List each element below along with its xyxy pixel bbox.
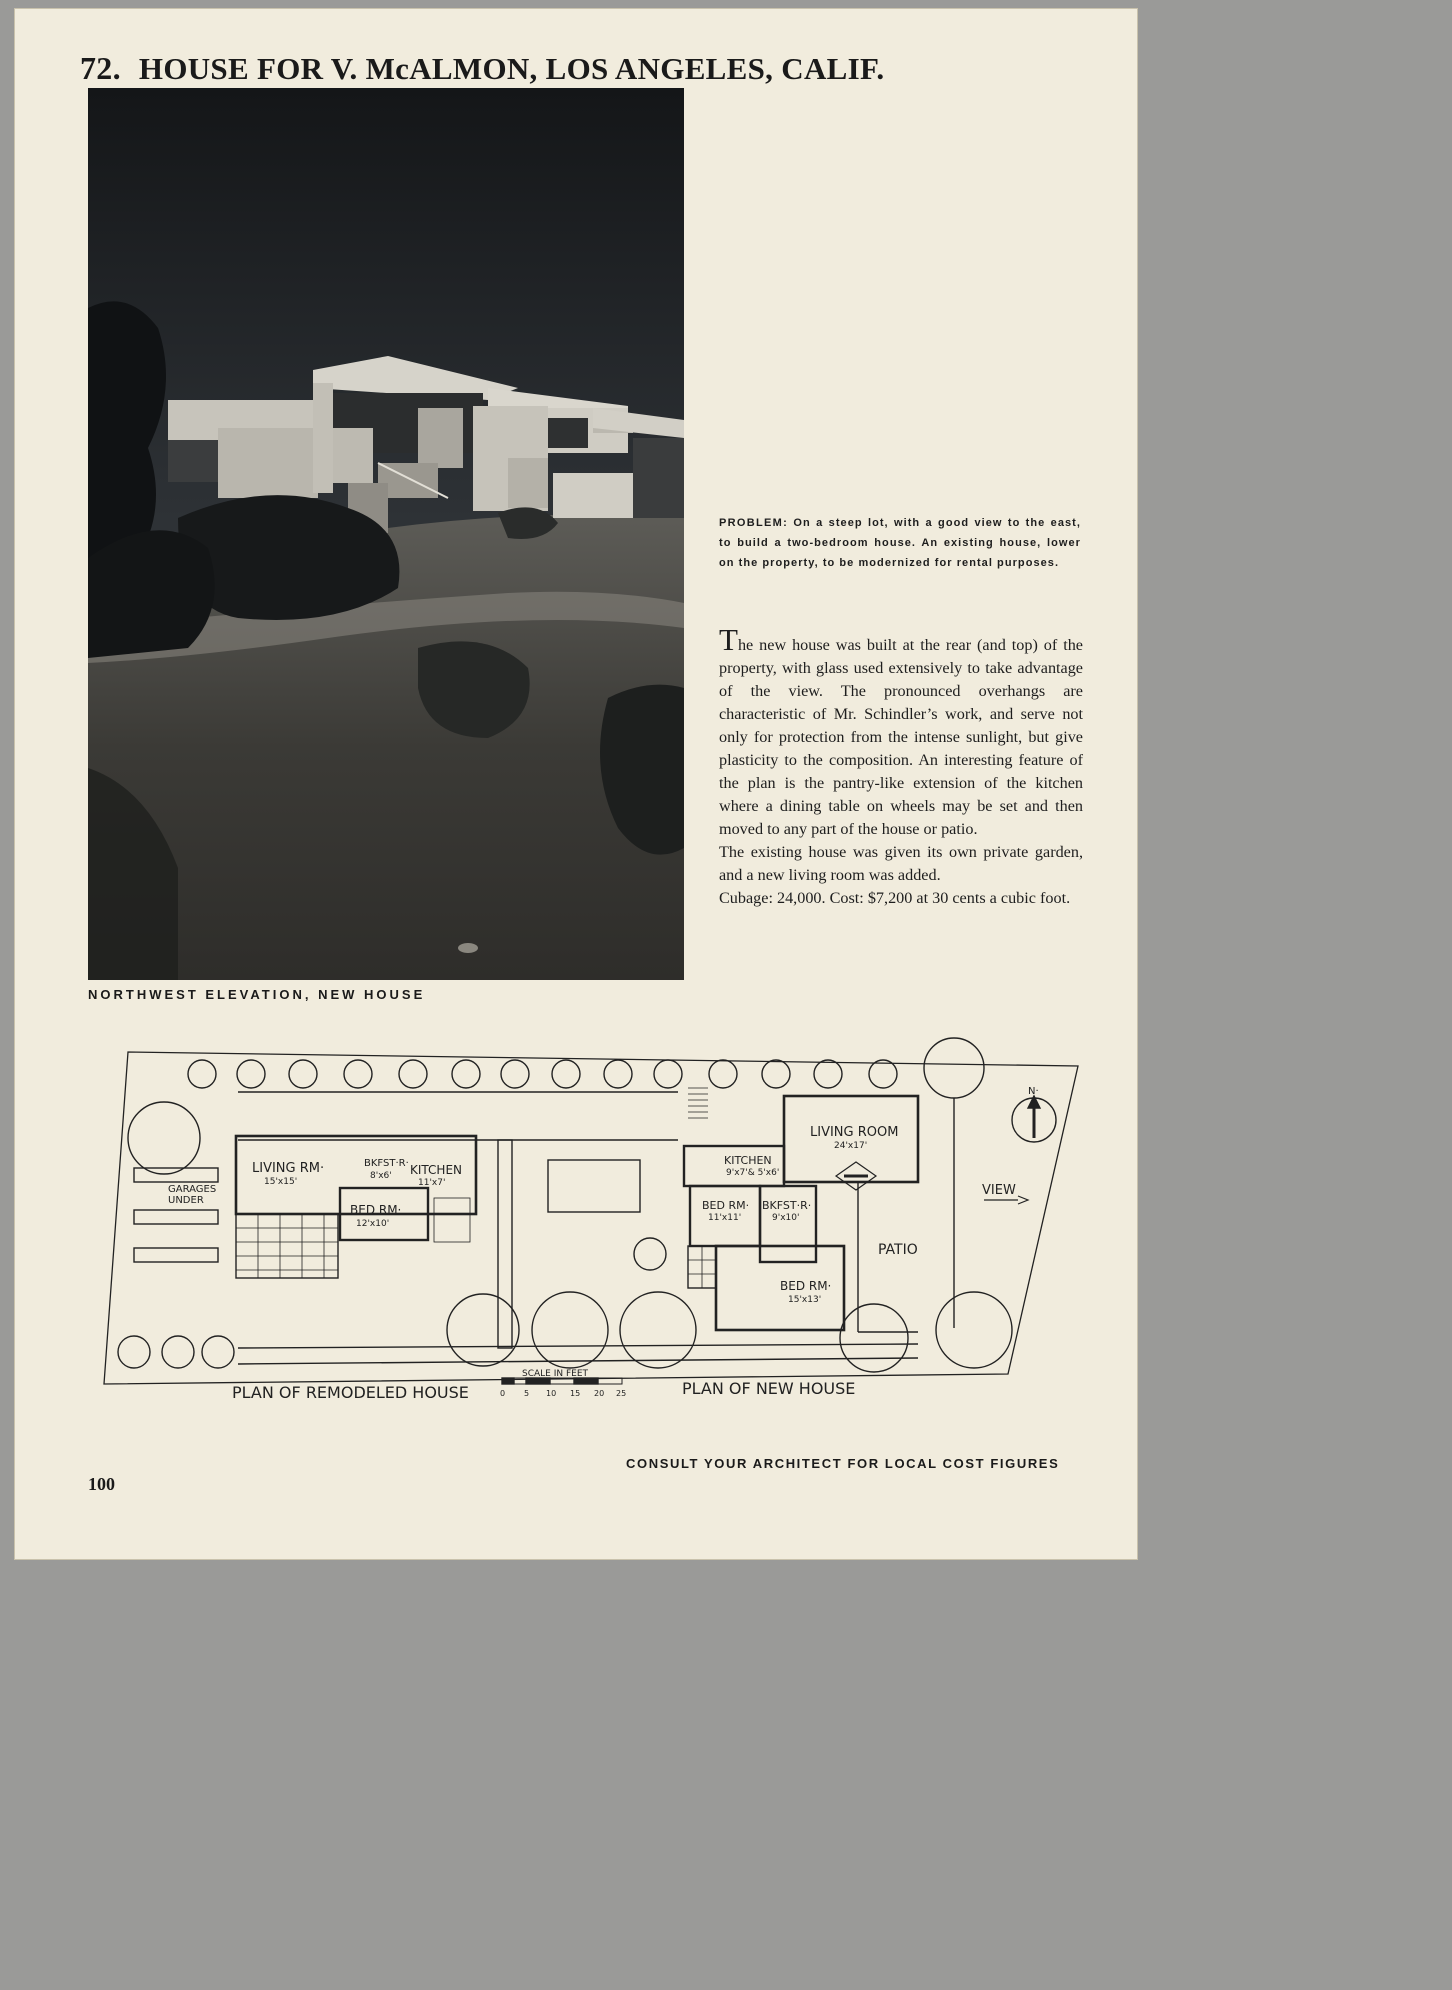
scale-label: SCALE IN FEET [522,1369,589,1379]
remodeled-living-label: LIVING RM· [252,1161,325,1176]
new-living-room-size: 24'x17' [834,1141,868,1151]
new-kitchen-label: KITCHEN [724,1154,772,1167]
remodeled-kitchen-label: KITCHEN [410,1163,462,1177]
garages-label-line2: UNDER [168,1195,204,1206]
remodeled-bkfst-label: BKFST·R· [364,1158,409,1169]
elevation-photograph [88,88,684,980]
scale-tick: 15 [570,1389,581,1398]
new-bed1-size: 11'x11' [708,1213,742,1223]
scale-tick: 20 [594,1389,605,1398]
body-paragraph-2: The existing house was given its own private garden, and a new living room was added. [719,843,1083,884]
body-paragraph-1-text: he new house was built at the rear (and top) of the property, with glass used extensively to take advantage of the view. The pronounced overhangs are characteristic of Mr. Schindler’s work, and serve not only for protection from the intense sunlight, but give plasticity to the composition. An interesting feature of the plan is the pantry-like extension of the kitchen where a dining table on wheels may be set and then moved to any part of the house or patio. [719,636,1083,838]
garages-label-line1: GARAGES [168,1184,217,1195]
page-number: 100 [88,1474,115,1494]
remodeled-bed-size: 12'x10' [356,1219,390,1229]
new-bed2-size: 15'x13' [788,1295,822,1305]
new-living-room-label: LIVING ROOM [810,1125,899,1140]
photo-caption: NORTHWEST ELEVATION, NEW HOUSE [88,987,426,1002]
scale-tick: 0 [500,1389,506,1398]
drop-cap: T [719,622,738,657]
remodeled-living-size: 15'x15' [264,1177,298,1187]
new-bkfst-label: BKFST·R· [762,1199,812,1212]
new-bed2-label: BED RM· [780,1279,832,1293]
new-kitchen-size: 9'x7'& 5'x6' [726,1168,780,1178]
tree-row [118,1038,1012,1372]
north-label: N· [1028,1086,1039,1097]
remodeled-bkfst-size: 8'x6' [370,1171,392,1181]
scale-tick: 10 [546,1389,557,1398]
remodeled-plan-caption: PLAN OF REMODELED HOUSE [232,1383,469,1402]
remodeled-bed-label: BED RM· [350,1203,402,1217]
new-bkfst-size: 9'x10' [772,1213,800,1223]
cost-footer-note: CONSULT YOUR ARCHITECT FOR LOCAL COST FIGURES [626,1456,1060,1471]
project-number: 72. [80,50,121,86]
problem-statement [719,513,1081,573]
remodeled-kitchen-size: 11'x7' [418,1178,446,1188]
view-label: VIEW [982,1183,1016,1198]
site-plan [88,1028,1094,1404]
page-title [80,50,884,87]
patio-label: PATIO [878,1242,918,1258]
body-paragraph-1 [719,622,1083,841]
problem-label: PROBLEM: [719,517,789,529]
article-body [719,622,1083,910]
body-paragraph-3: Cubage: 24,000. Cost: $7,200 at 30 cents a cubic foot. [719,889,1071,907]
problem-text: On a steep lot, with a good view to the east, to build a two-bedroom house. An existing house, lower on the property, to be modernized for rental purposes. [719,517,1081,569]
book-page [14,8,1138,1560]
scale-tick: 25 [616,1389,627,1398]
new-plan-caption: PLAN OF NEW HOUSE [682,1379,856,1398]
scale-tick: 5 [524,1389,530,1398]
new-bed1-label: BED RM· [702,1199,750,1212]
project-title: HOUSE FOR V. McALMON, LOS ANGELES, CALIF. [138,51,885,86]
